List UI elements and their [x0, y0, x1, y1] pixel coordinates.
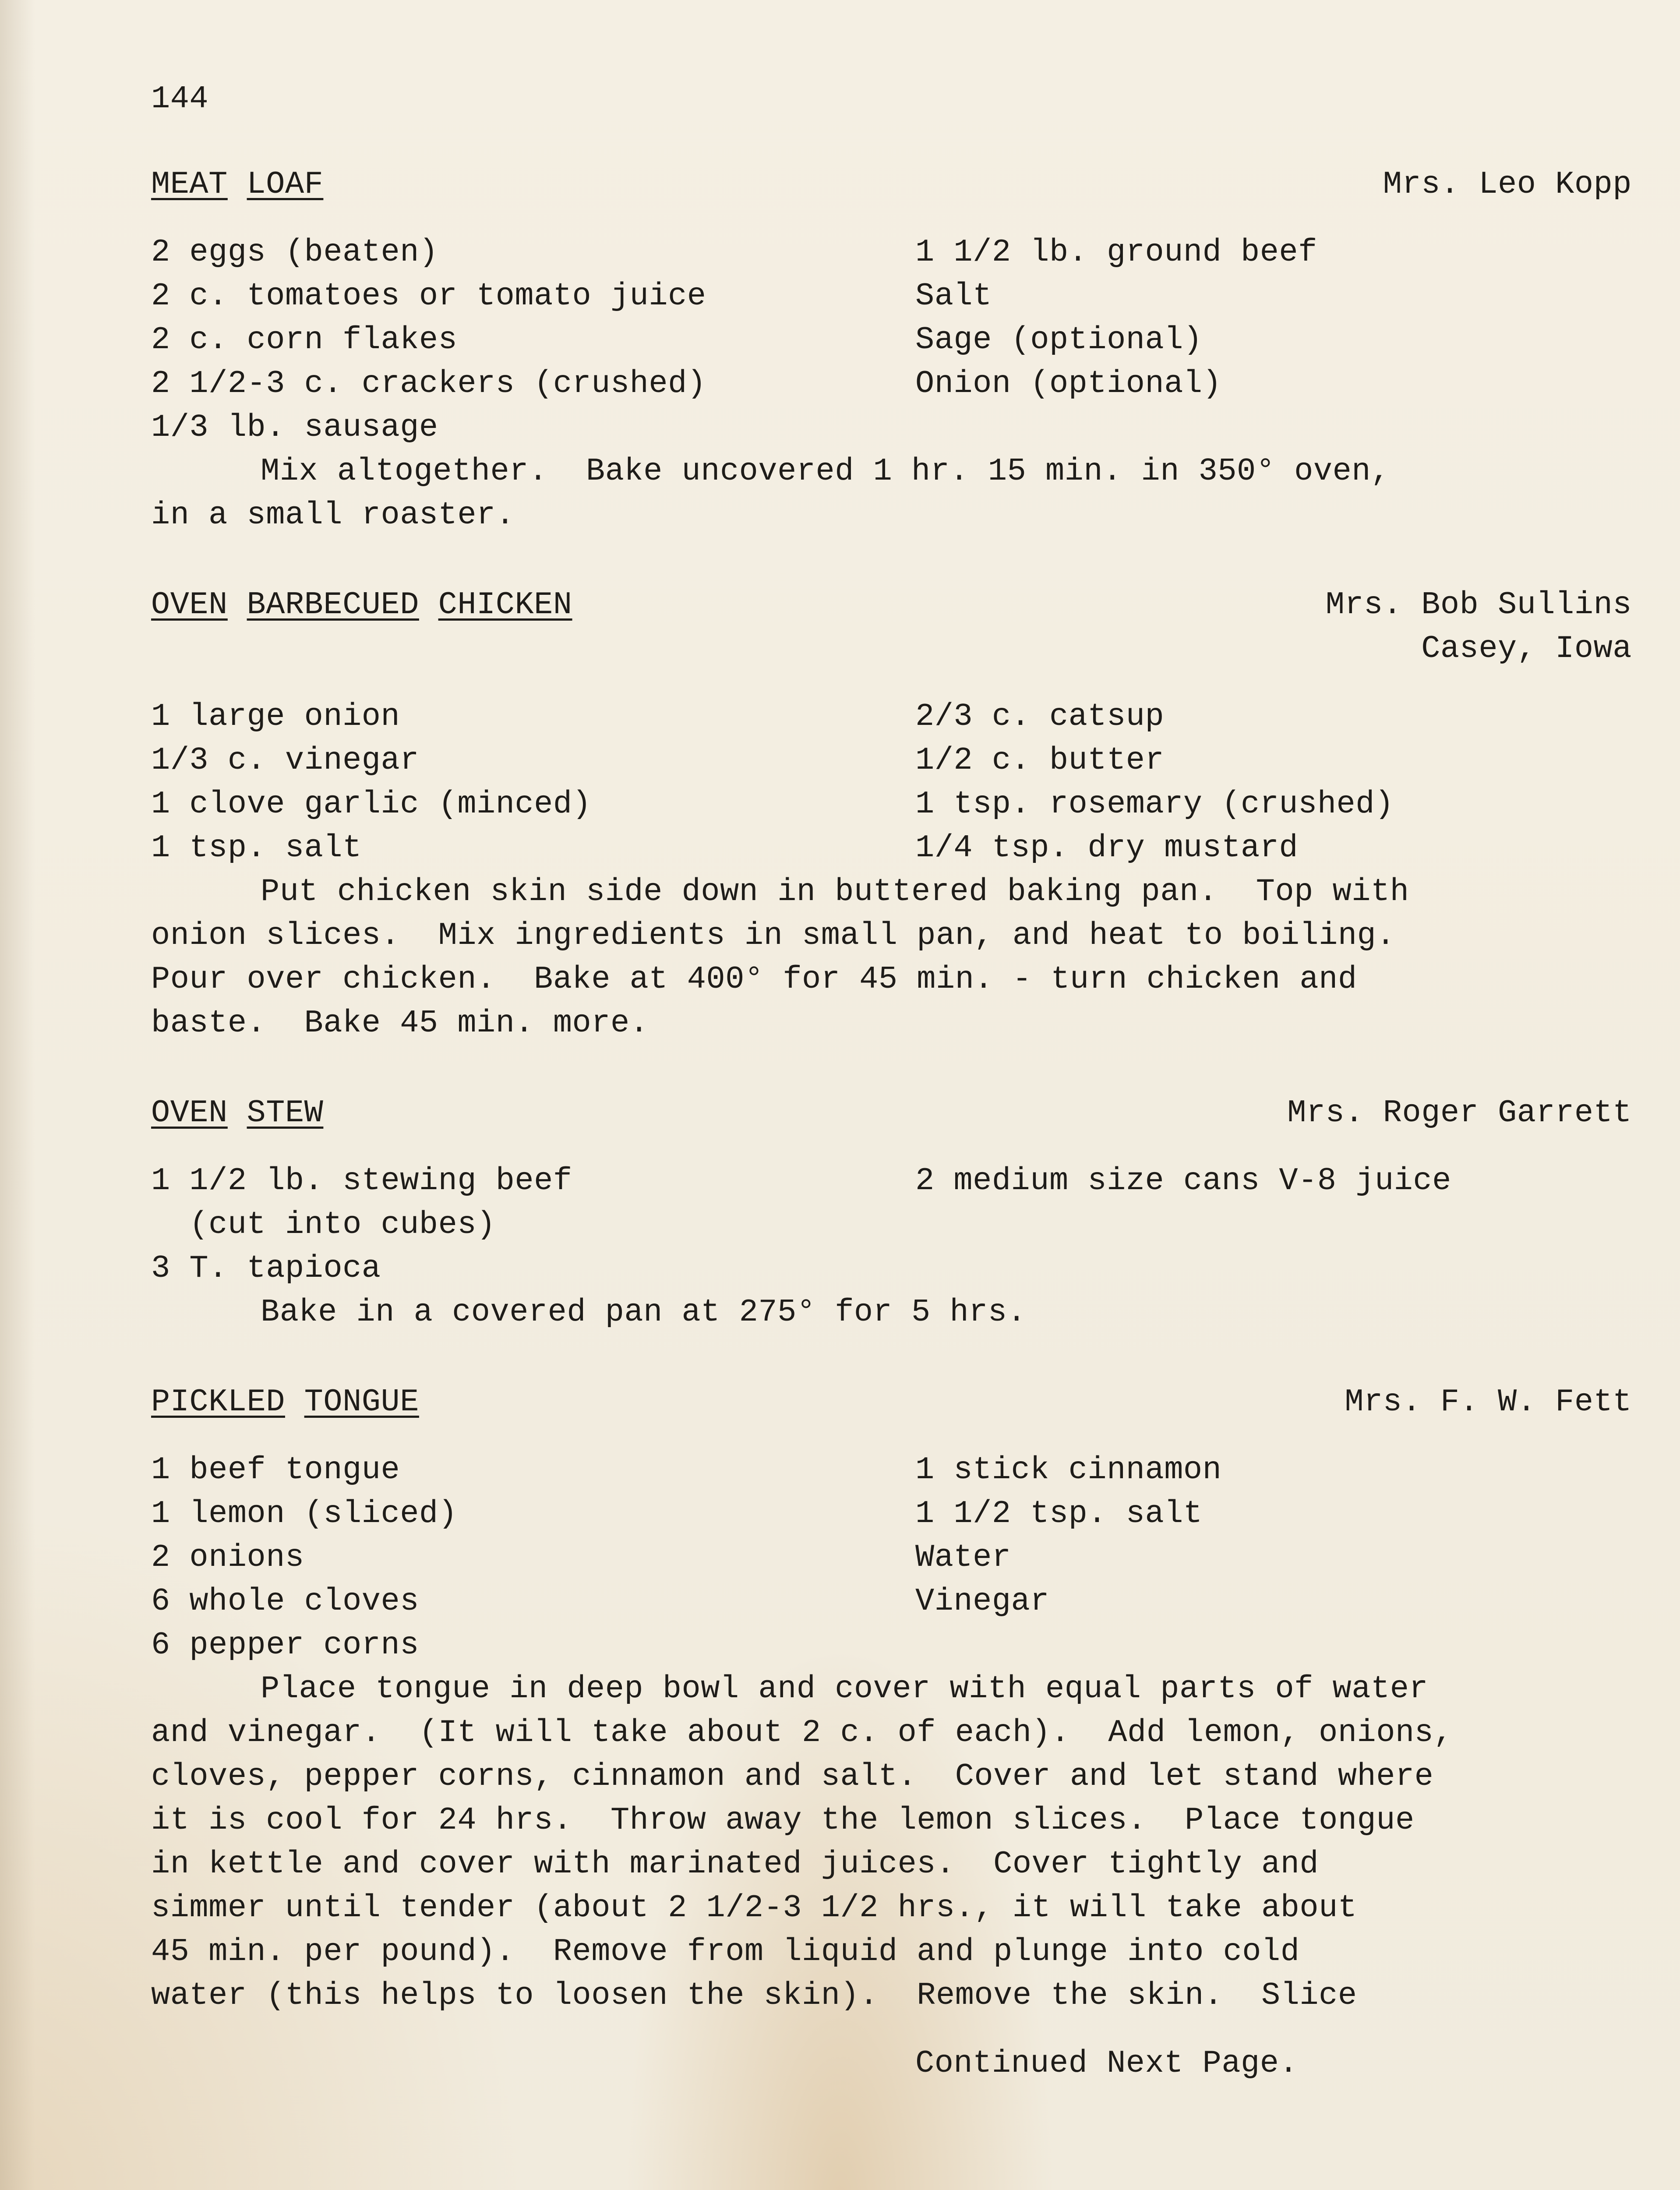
page-number: 144 — [151, 81, 209, 117]
title-word: PICKLED — [151, 1384, 285, 1420]
continued-note: Continued Next Page. — [915, 2045, 1299, 2081]
ingredient: 2 medium size cans V-8 juice — [915, 1163, 1451, 1199]
ingredient: 1/3 c. vinegar — [151, 742, 419, 778]
ingredient: 1 1/2 lb. ground beef — [915, 234, 1317, 270]
ingredient: 1/2 c. butter — [915, 742, 1165, 778]
title-word: OVEN — [151, 587, 228, 623]
title-word: CHICKEN — [438, 587, 572, 623]
ingredient: 1 beef tongue — [151, 1452, 400, 1488]
ingredient: 1 large onion — [151, 699, 400, 735]
ingredient: 1 lemon (sliced) — [151, 1496, 458, 1532]
ingredient: 1 1/2 tsp. salt — [915, 1496, 1203, 1532]
ingredient: 1 stick cinnamon — [915, 1452, 1222, 1488]
title-word: OVEN — [151, 1095, 228, 1131]
direction-line: in kettle and cover with marinated juices. Cover tightly and — [151, 1846, 1319, 1882]
ingredient: 2 1/2-3 c. crackers (crushed) — [151, 366, 706, 402]
recipe-title-oven-barbecued-chicken — [151, 589, 572, 621]
recipe-title-pickled-tongue — [151, 1386, 419, 1418]
ingredient: 2 eggs (beaten) — [151, 234, 438, 270]
contributor-oven-stew: Mrs. Roger Garrett — [1287, 1095, 1632, 1131]
ingredient: 1 tsp. salt — [151, 830, 362, 866]
recipe-title-oven-stew — [151, 1097, 323, 1129]
direction-line: Place tongue in deep bowl and cover with equal parts of water — [261, 1671, 1429, 1707]
contributor-oven-barbecued-chicken: Mrs. Bob Sullins — [1325, 587, 1632, 623]
direction-line: 45 min. per pound). Remove from liquid and plunge into cold — [151, 1934, 1300, 1970]
ingredient: 1/4 tsp. dry mustard — [915, 830, 1299, 866]
direction-line: Mix altogether. Bake uncovered 1 hr. 15 min. in 350° oven, — [261, 453, 1390, 489]
direction-line: water (this helps to loosen the skin). Remove the skin. Slice — [151, 1978, 1357, 2013]
ingredient: 1/3 lb. sausage — [151, 410, 438, 445]
ingredient: Salt — [915, 278, 992, 314]
recipe-title-meat-loaf — [151, 166, 324, 202]
title-word: STEW — [247, 1095, 324, 1131]
direction-line: it is cool for 24 hrs. Throw away the lemon slices. Place tongue — [151, 1802, 1415, 1838]
ingredient: 2 onions — [151, 1540, 304, 1575]
ingredient: Onion (optional) — [915, 366, 1222, 402]
contributor-meat-loaf: Mrs. Leo Kopp — [1383, 166, 1632, 202]
contributor-location: Casey, Iowa — [1421, 631, 1632, 667]
direction-line: Bake in a covered pan at 275° for 5 hrs. — [261, 1294, 1027, 1330]
direction-line: baste. Bake 45 min. more. — [151, 1005, 649, 1041]
title-word: MEAT — [151, 166, 228, 202]
contributor-pickled-tongue: Mrs. F. W. Fett — [1345, 1384, 1632, 1420]
ingredient: 6 whole cloves — [151, 1583, 419, 1619]
title-word: BARBECUED — [247, 587, 419, 623]
direction-line: and vinegar. (It will take about 2 c. of each). Add lemon, onions, — [151, 1715, 1453, 1751]
direction-line: in a small roaster. — [151, 497, 515, 533]
ingredient: 1 1/2 lb. stewing beef — [151, 1163, 572, 1199]
ingredient: (cut into cubes) — [151, 1207, 496, 1243]
direction-line: simmer until tender (about 2 1/2-3 1/2 hrs., it will take about — [151, 1890, 1357, 1926]
direction-line: cloves, pepper corns, cinnamon and salt. Cover and let stand where — [151, 1759, 1434, 1794]
direction-line: Pour over chicken. Bake at 400° for 45 min. - turn chicken and — [151, 961, 1357, 997]
title-word: TONGUE — [304, 1384, 419, 1420]
direction-line: Put chicken skin side down in buttered baking pan. Top with — [261, 874, 1409, 910]
ingredient: 3 T. tapioca — [151, 1250, 381, 1286]
title-word: LOAF — [247, 166, 324, 202]
ingredient: Sage (optional) — [915, 322, 1203, 358]
ingredient: 2/3 c. catsup — [915, 699, 1165, 735]
ingredient: 2 c. corn flakes — [151, 322, 458, 358]
page-edge-shadow — [0, 0, 35, 2190]
ingredient: 6 pepper corns — [151, 1627, 419, 1663]
ingredient: 1 tsp. rosemary (crushed) — [915, 786, 1394, 822]
ingredient: 2 c. tomatoes or tomato juice — [151, 278, 706, 314]
direction-line: onion slices. Mix ingredients in small pan, and heat to boiling. — [151, 918, 1395, 954]
ingredient: Vinegar — [915, 1583, 1049, 1619]
ingredient: 1 clove garlic (minced) — [151, 786, 592, 822]
ingredient: Water — [915, 1540, 1011, 1575]
